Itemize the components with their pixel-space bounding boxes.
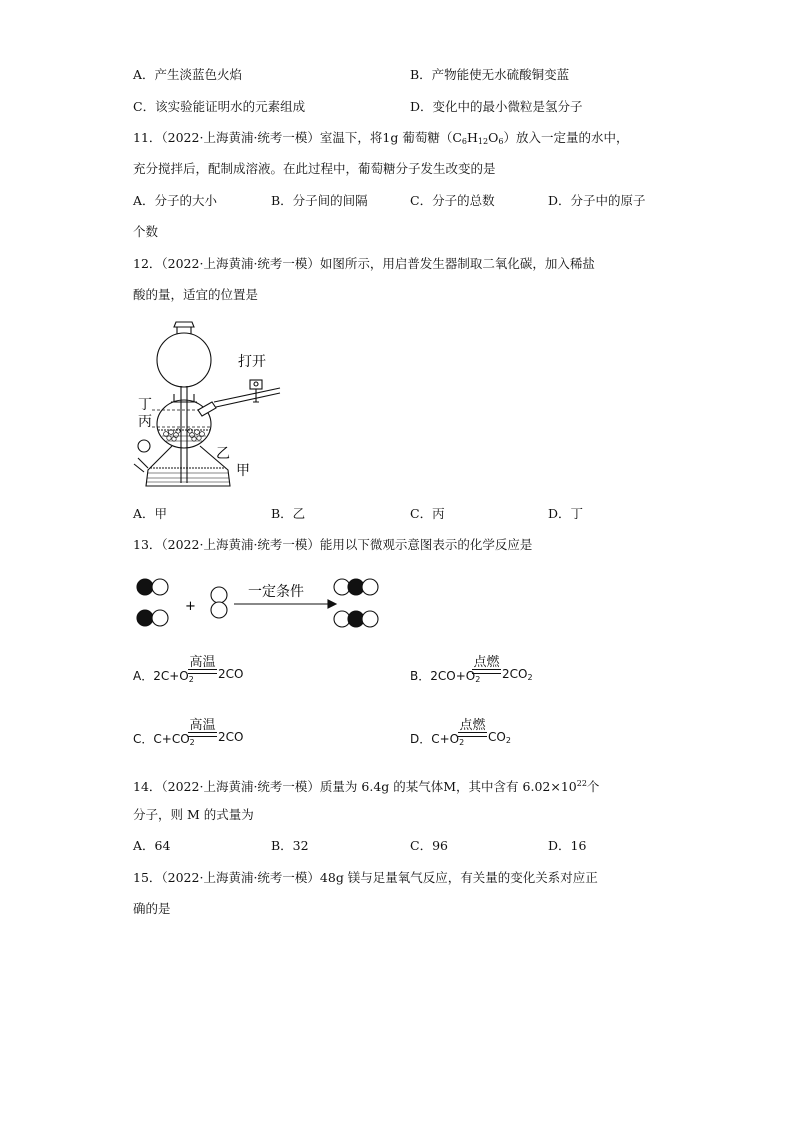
micro-reaction-diagram bbox=[134, 572, 394, 632]
q11-stem-line2: 充分搅拌后，配制成溶液。在此过程中，葡萄糖分子发生改变的是 bbox=[133, 161, 496, 176]
q12-stem-line2: 酸的量，适宜的位置是 bbox=[133, 287, 259, 302]
q10-option-a: A．产生淡蓝色火焰 bbox=[133, 67, 243, 82]
q11-option-c: C．分子的总数 bbox=[410, 193, 495, 208]
q13-option-b: B．$2CO+O_2$ bbox=[410, 669, 481, 684]
q14-option-a: A．64 bbox=[133, 838, 171, 853]
q14-stem-line1: 14．（2022·上海黄浦·统考一模）质量为 6.4g 的某气体M，其中含有 $6.02\times 10^{22}$个 bbox=[133, 779, 600, 794]
q13-option-b-product: $2CO_2$ bbox=[502, 667, 533, 682]
q13-option-c-product: 2CO bbox=[218, 730, 244, 744]
q10-option-b: B．产物能使无水硫酸铜变蓝 bbox=[410, 67, 570, 82]
q12-option-d: D．丁 bbox=[548, 506, 584, 521]
label-yi: 乙 bbox=[216, 446, 230, 462]
q15-stem-line2: 确的是 bbox=[133, 901, 171, 916]
condition-label: 一定条件 bbox=[248, 584, 304, 600]
label-jia: 甲 bbox=[236, 463, 250, 479]
plus-sign: + bbox=[185, 599, 196, 614]
q13-option-c: C．$C+CO_2$ bbox=[133, 732, 195, 747]
q14-option-c: C．96 bbox=[410, 838, 448, 853]
label-open: 打开 bbox=[238, 354, 266, 370]
label-bing: 丙 bbox=[138, 414, 152, 430]
q11-option-d-cont: 个数 bbox=[133, 224, 159, 239]
q10-option-c: C．该实验能证明水的元素组成 bbox=[133, 99, 306, 114]
q11-option-b: B．分子间的间隔 bbox=[271, 193, 368, 208]
q14-stem-line2: 分子，则 M 的式量为 bbox=[133, 807, 254, 822]
q13-option-a-equals bbox=[188, 669, 217, 674]
q12-stem-line1: 12．（2022·上海黄浦·统考一模）如图所示，用启普发生器制取二氧化碳，加入稀盐 bbox=[133, 256, 595, 271]
label-ding: 丁 bbox=[138, 397, 152, 413]
q13-stem: 13．（2022·上海黄浦·统考一模）能用以下微观示意图表示的化学反应是 bbox=[133, 537, 533, 552]
q11-stem-line1: 11．（2022·上海黄浦·统考一模）室温下，将1g 葡萄糖$(C_6H_{12}O_6)$放入一定量的水中， bbox=[133, 130, 629, 146]
q12-option-b: B．乙 bbox=[271, 506, 306, 521]
q14-option-b: B．32 bbox=[271, 838, 309, 853]
q13-option-d: D．$C+O_2$ bbox=[410, 732, 465, 747]
q13-option-a-condition: 高温 bbox=[189, 655, 216, 670]
q15-stem-line1: 15．（2022·上海黄浦·统考一模）48g 镁与足量氧气反应，有关量的变化关系对应正 bbox=[133, 870, 598, 885]
q13-option-b-equals bbox=[472, 669, 501, 674]
q11-option-a: A．分子的大小 bbox=[133, 193, 218, 208]
q14-option-d: D．16 bbox=[548, 838, 587, 853]
q13-option-d-product: $CO_2$ bbox=[488, 730, 511, 745]
q12-option-a: A．甲 bbox=[133, 506, 168, 521]
q13-option-a-product: 2CO bbox=[218, 667, 244, 681]
q13-option-a: A．$2C+O_2$ bbox=[133, 669, 194, 684]
q13-option-c-equals bbox=[188, 732, 217, 737]
q11-option-d: D．分子中的原子 bbox=[548, 193, 646, 208]
q13-option-d-condition: 点燃 bbox=[459, 718, 486, 733]
kipp-apparatus-figure bbox=[130, 318, 290, 490]
q10-option-d: D．变化中的最小微粒是氢分子 bbox=[410, 99, 583, 114]
q12-option-c: C．丙 bbox=[410, 506, 445, 521]
q13-option-b-condition: 点燃 bbox=[473, 655, 500, 670]
q13-option-c-condition: 高温 bbox=[189, 718, 216, 733]
q13-option-d-equals bbox=[458, 732, 487, 737]
